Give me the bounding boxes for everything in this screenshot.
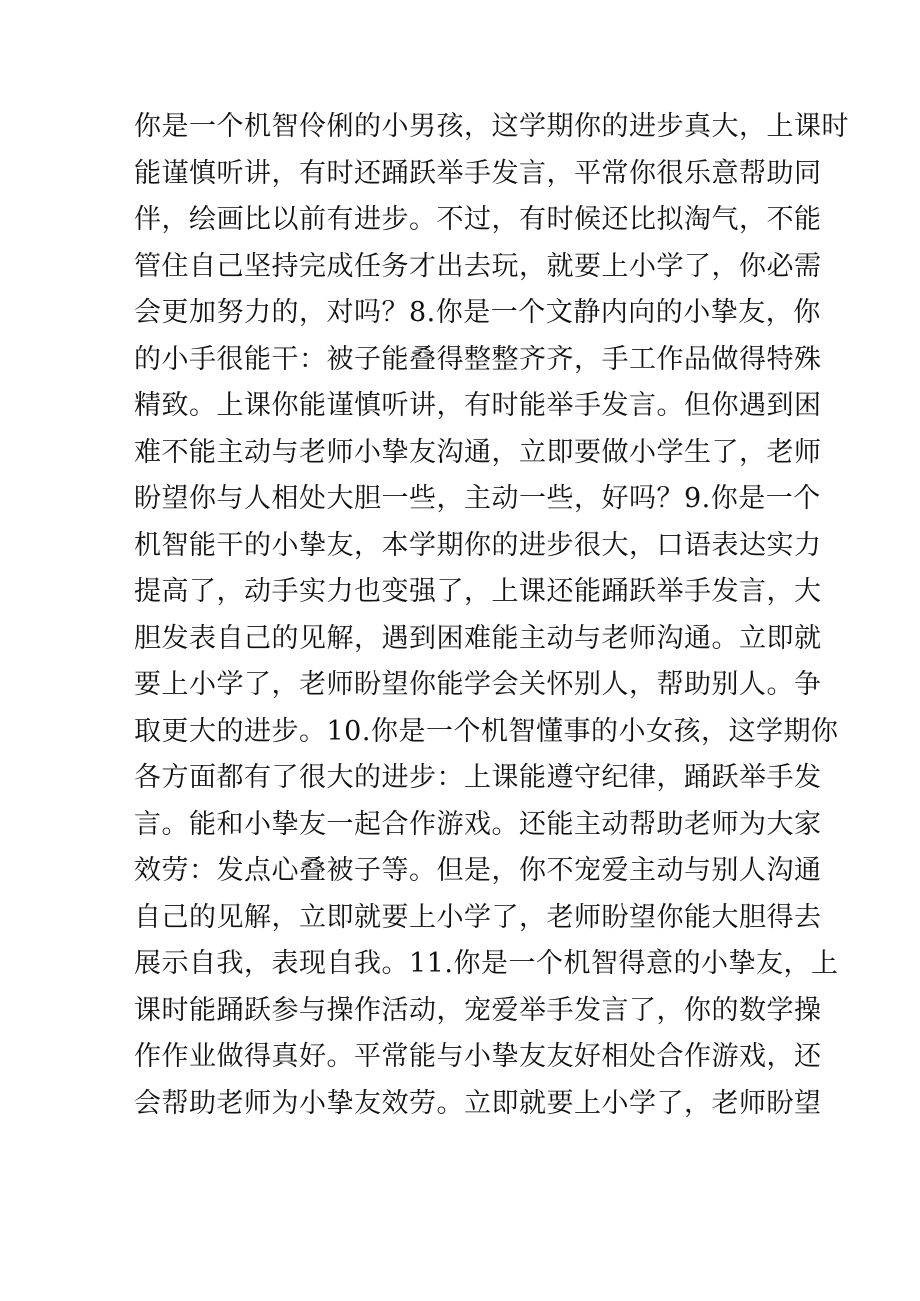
text-line: 作作业做得真好。平常能与小挚友友好相处合作游戏，还 (134, 1041, 822, 1072)
text-line: 各方面都有了很大的进步：上课能遵守纪律，踊跃举手发 (134, 762, 822, 793)
text-line: 提高了，动手实力也变强了，上课还能踊跃举手发言，大 (134, 576, 822, 607)
text-line: 盼望你与人相处大胆一些，主动一些，好吗？9.你是一个 (134, 483, 821, 514)
text-line: 要上小学了，老师盼望你能学会关怀别人，帮助别人。争 (134, 669, 822, 700)
text-line: 会帮助老师为小挚友效劳。立即就要上小学了，老师盼望 (134, 1087, 822, 1119)
text-line: 言。能和小挚友一起合作游戏。还能主动帮助老师为大家 (134, 808, 822, 840)
text-line: 效劳：发点心叠被子等。但是，你不宠爱主动与别人沟通 (134, 855, 822, 886)
text-line: 机智能干的小挚友，本学期你的进步很大，口语表达实力 (134, 529, 822, 561)
text-line: 展示自我，表现自我。11.你是一个机智得意的小挚友，上 (134, 948, 839, 979)
body-text (134, 104, 849, 1127)
text-line: 的小手很能干：被子能叠得整整齐齐，手工作品做得特殊 (134, 343, 822, 375)
text-line: 难不能主动与老师小挚友沟通，立即要做小学生了，老师 (134, 436, 822, 468)
text-line: 管住自己坚持完成任务才出去玩，就要上小学了，你必需 (134, 250, 822, 282)
text-line: 能谨慎听讲，有时还踊跃举手发言，平常你很乐意帮助同 (134, 157, 822, 189)
text-line: 课时能踊跃参与操作活动，宠爱举手发言了，你的数学操 (134, 994, 822, 1026)
text-line: 伴，绘画比以前有进步。不过，有时候还比拟淘气，不能 (134, 204, 822, 235)
text-line: 精致。上课你能谨慎听讲，有时能举手发言。但你遇到困 (134, 390, 822, 421)
text-line: 取更大的进步。10.你是一个机智懂事的小女孩，这学期你 (134, 715, 839, 747)
text-line: 会更加努力的，对吗？8.你是一个文静内向的小挚友，你 (134, 297, 821, 328)
text-line: 你是一个机智伶俐的小男孩，这学期你的进步真大，上课时 (134, 111, 849, 142)
text-line: 自己的见解，立即就要上小学了，老师盼望你能大胆得去 (134, 901, 822, 933)
text-line: 胆发表自己的见解，遇到困难能主动与老师沟通。立即就 (134, 622, 822, 654)
